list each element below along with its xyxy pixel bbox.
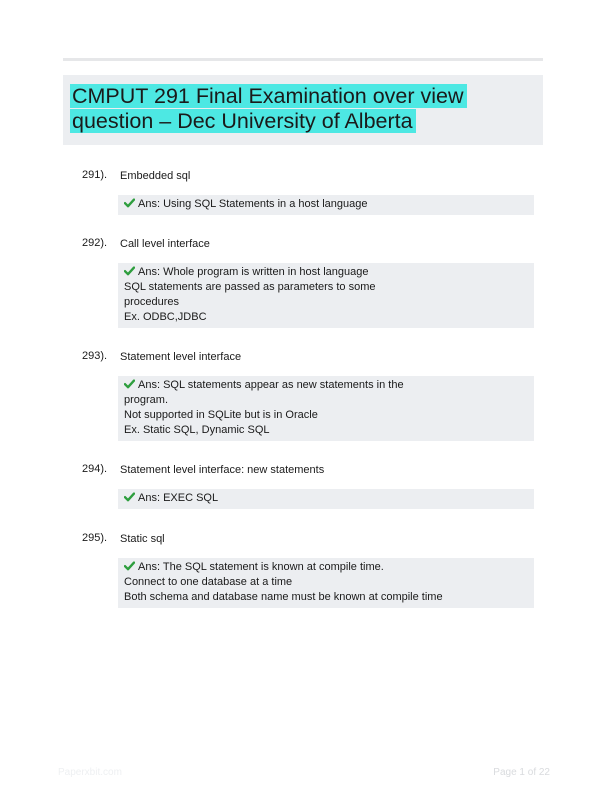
answer-line — [124, 197, 534, 212]
question-number: 293). — [82, 350, 108, 362]
answer-line — [124, 378, 534, 393]
question-number: 291). — [82, 169, 108, 181]
question-text: Statement level interface: new statements — [120, 464, 325, 476]
answer-box — [118, 195, 534, 215]
answer-line — [124, 560, 534, 575]
title-banner — [63, 75, 543, 145]
check-icon — [124, 379, 135, 389]
answer-text: Ans: Using SQL Statements in a host language — [138, 198, 368, 210]
answer-line: program. — [124, 394, 169, 406]
question-number: 294). — [82, 463, 108, 475]
answer-box — [118, 376, 534, 441]
check-icon — [124, 492, 135, 502]
answer-text: Ans: Whole program is written in host language — [138, 266, 369, 278]
title-line-2: question – Dec University of Alberta — [70, 109, 416, 133]
question-number: 295). — [82, 532, 108, 544]
footer-watermark: Paperxbit.com — [58, 767, 122, 778]
answer-line: Connect to one database at a time — [124, 576, 293, 588]
page-indicator: Page 1 of 22 — [493, 767, 550, 778]
check-icon — [124, 198, 135, 208]
answer-line — [124, 491, 534, 506]
answer-box — [118, 558, 534, 608]
top-divider — [63, 58, 543, 61]
answer-line: procedures — [124, 296, 180, 308]
answer-line: Ex. ODBC,JDBC — [124, 311, 207, 323]
question-text: Call level interface — [120, 238, 210, 250]
answer-text: Ans: SQL statements appear as new statements in the — [138, 379, 404, 391]
answer-line: Both schema and database name must be known at compile time — [124, 591, 443, 603]
title-line-1: CMPUT 291 Final Examination over view — [70, 84, 467, 108]
answer-box — [118, 489, 534, 509]
answer-line: Not supported in SQLite but is in Oracle — [124, 409, 318, 421]
question-text: Static sql — [120, 533, 165, 545]
answer-text: Ans: EXEC SQL — [138, 492, 219, 504]
question-text: Statement level interface — [120, 351, 242, 363]
document-title — [70, 84, 540, 134]
answer-box — [118, 263, 534, 328]
answer-line: SQL statements are passed as parameters to some — [124, 281, 376, 293]
question-number: 292). — [82, 237, 108, 249]
check-icon — [124, 561, 135, 571]
check-icon — [124, 266, 135, 276]
answer-line — [124, 265, 534, 280]
answer-line: Ex. Static SQL, Dynamic SQL — [124, 424, 270, 436]
answer-text: Ans: The SQL statement is known at compile time. — [138, 561, 384, 573]
question-text: Embedded sql — [120, 170, 191, 182]
